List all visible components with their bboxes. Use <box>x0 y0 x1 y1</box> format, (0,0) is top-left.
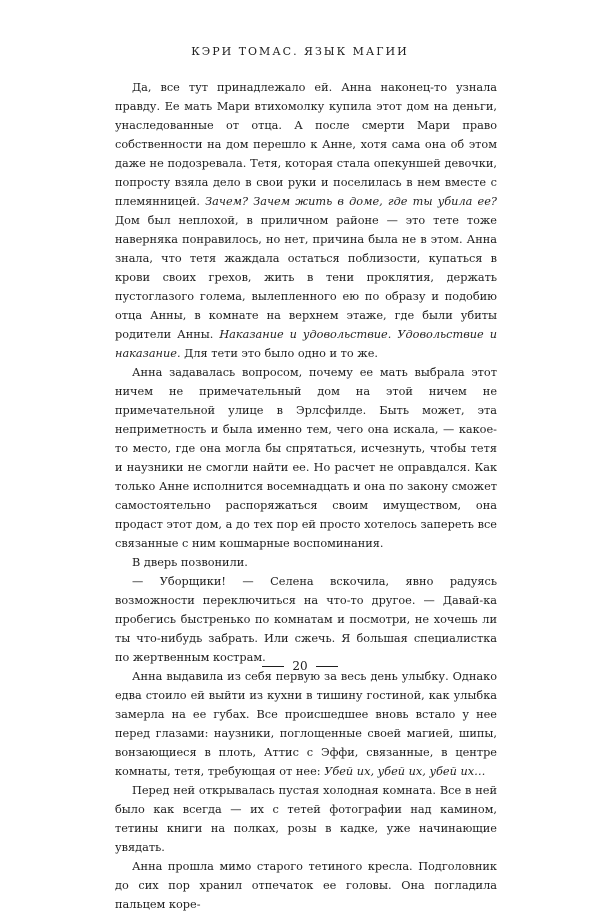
page-footer <box>0 659 600 673</box>
paragraph <box>115 781 497 857</box>
paragraph <box>115 553 497 572</box>
italic-text: Убей их, убей их, убей их… <box>324 765 486 778</box>
italic-text: Зачем? Зачем жить в доме, где ты убила ее? <box>205 195 497 208</box>
text-run: Анна выдавила из себя первую за весь день улыбку. Однако едва стоило ей выйти из кухни в тишину гостиной, как улыбка замерла на ее губах. Все происшедшее вновь встало у нее перед глазами: наузники, поглощенные своей магией, шипы, вонзающиеся в плоть, Аттис с Эффи, связанные, в центре комнаты, тетя, требующая от нее: <box>115 670 497 778</box>
paragraph <box>115 572 497 667</box>
body-text <box>115 78 497 914</box>
text-run: — Уборщики! — Селена вскочила, явно радуясь возможности переключиться на что-то другое. — Давай-ка пробегись быстренько по комнатам и посмотри, не хочешь ли ты что-нибудь забрать. Или сжечь. Я большая специалистка по жертвенным кострам. <box>115 575 497 664</box>
paragraph <box>115 667 497 781</box>
text-run: Перед ней открывалась пустая холодная комната. Все в ней было как всегда — их с тетей фотографии над камином, тетины книги на полках, розы в кадке, уже начинающие увядать. <box>115 784 497 854</box>
footer-dash-right <box>316 666 338 667</box>
page-number: 20 <box>292 659 308 673</box>
text-run: В дверь позвонили. <box>132 556 248 569</box>
paragraph <box>115 857 497 914</box>
text-run: Анна задавалась вопросом, почему ее мать выбрала этот ничем не примечательный дом на этой ничем не примечательной улице в Эрлсфилде. Быть может, эта неприметность и была именно тем, чего она искала, — какое-то место, где она могла бы спрятаться, исчезнуть, чтобы тетя и наузники не смогли найти ее. Но расчет не оправдался. Как только Анне исполнится восемнадцать и она по закону сможет самостоятельно распоряжаться своим имуществом, она продаст этот дом, а до тех пор ей просто хотелось запереть все связанные с ним кошмарные воспоминания. <box>115 366 497 550</box>
text-run: Анна прошла мимо старого тетиного кресла. Подголовник до сих пор хранил отпечаток ее головы. Она погладила пальцем коре- <box>115 860 497 911</box>
paragraph <box>115 363 497 553</box>
text-run: Для тети это было одно и то же. <box>180 347 378 360</box>
italic-text: Наказание и удовольствие. Удовольствие и наказание. <box>115 328 497 360</box>
text-run: Дом был неплохой, в приличном районе — это тете тоже наверняка понравилось, но нет, причина была не в этом. Анна знала, что тетя жаждала остаться поблизости, купаться в крови своих грехов, жить в тени проклятия, держать пустоглазого голема, вылепленного ею по образу и подобию отца Анны, в комнате на верхнем этаже, где были убиты родители Анны. <box>115 214 497 341</box>
footer-dash-left <box>262 666 284 667</box>
running-header: КЭРИ ТОМАС. ЯЗЫК МАГИИ <box>191 45 409 58</box>
paragraph <box>115 78 497 363</box>
text-run: Да, все тут принадлежало ей. Анна наконец-то узнала правду. Ее мать Мари втихомолку купила этот дом на деньги, унаследованные от отца. А после смерти Мари право собственности на дом перешло к Анне, хотя сама она об этом даже не подозревала. Тетя, которая стала опекуншей девочки, попросту взяла дело в свои руки и поселилась в нем вместе с племянницей. <box>115 81 497 208</box>
